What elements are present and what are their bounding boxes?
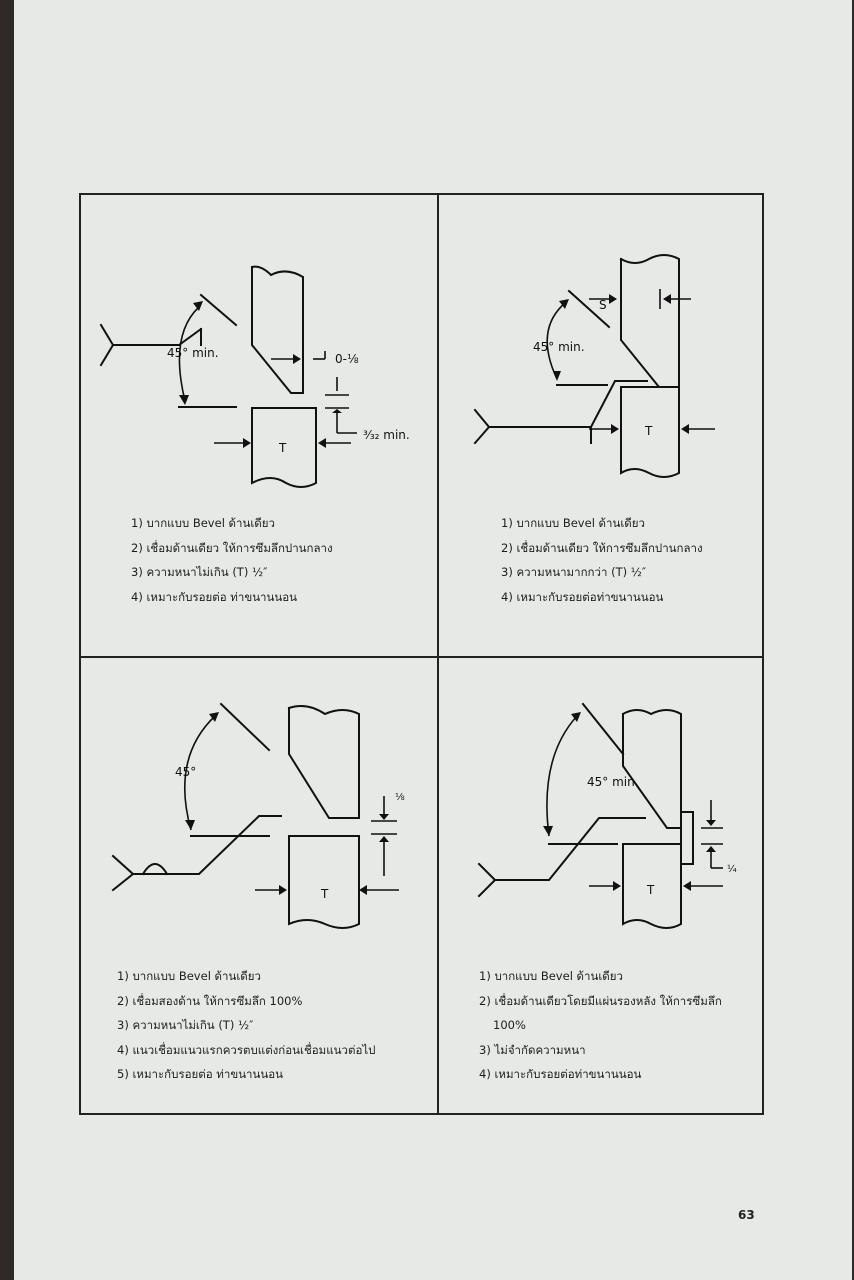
note-item: 4) เหมาะกับรอยต่อท่าขนานนอน bbox=[479, 1067, 642, 1081]
note-item: 100% bbox=[493, 1018, 526, 1032]
thickness-label: T bbox=[279, 441, 287, 455]
panel-3 bbox=[81, 658, 437, 1115]
note-item: 1) บากแบบ Bevel ด้านเดียว bbox=[479, 969, 623, 983]
book-page bbox=[14, 0, 852, 1280]
panel-3-notes bbox=[117, 964, 375, 1087]
note-item: 2) เชื่อมด้านเดียว ให้การซึมลึกปานกลาง bbox=[501, 540, 703, 555]
weld-symbol-arrow bbox=[113, 816, 281, 890]
thickness-label: T bbox=[647, 883, 655, 897]
panel-2-notes bbox=[501, 511, 703, 609]
note-item: 3) ความหนาไม่เกิน (T) ½″ bbox=[117, 1018, 254, 1032]
panel-4 bbox=[439, 658, 764, 1115]
note-item: 4) แนวเชื่อมแนวแรกควรตบแต่งก่อนเชื่อมแนวต่อไป bbox=[117, 1042, 376, 1057]
note-item: 1) บากแบบ Bevel ด้านเดียว bbox=[117, 969, 261, 983]
gap-label: 0-⅛ bbox=[335, 352, 359, 366]
panel-1 bbox=[81, 195, 437, 656]
weld-symbol-arrow bbox=[479, 818, 645, 896]
back-weld-symbol bbox=[143, 864, 167, 874]
panel-4-notes bbox=[479, 964, 722, 1087]
spacing-label: S bbox=[599, 298, 607, 312]
note-item: 2) เชื่อมสองด้าน ให้การซึมลึก 100% bbox=[117, 993, 303, 1008]
note-item: 3) ความหนาไม่เกิน (T) ½″ bbox=[131, 565, 268, 579]
note-item: 3) ไม่จำกัดความหนา bbox=[479, 1042, 586, 1057]
panel-1-notes bbox=[131, 511, 333, 609]
panel-2 bbox=[439, 195, 764, 656]
angle-label: 45° min. bbox=[587, 775, 639, 789]
backing-strip bbox=[681, 812, 693, 864]
angle-label: 45° bbox=[175, 765, 197, 779]
thickness-label: T bbox=[321, 887, 329, 901]
note-item: 4) เหมาะกับรอยต่อท่าขนานนอน bbox=[501, 589, 664, 604]
note-item: 1) บากแบบ Bevel ด้านเดียว bbox=[131, 516, 275, 530]
figure-grid bbox=[79, 193, 764, 1115]
gap-label: ¼ bbox=[727, 864, 737, 875]
gap-label: ⅛ bbox=[395, 792, 405, 803]
angle-label: 45° min. bbox=[533, 340, 585, 354]
note-item: 2) เชื่อมด้านเดียวโดยมีแผ่นรองหลัง ให้การซึมลึก bbox=[479, 993, 722, 1008]
upper-plate bbox=[621, 255, 679, 387]
note-item: 3) ความหนามากกว่า (T) ½″ bbox=[501, 565, 647, 579]
thickness-label: T bbox=[645, 424, 653, 438]
page-number: 63 bbox=[738, 1208, 755, 1222]
root-label: ³⁄₃₂ min. bbox=[363, 428, 410, 442]
angle-label: 45° min. bbox=[167, 346, 219, 360]
note-item: 2) เชื่อมด้านเดียว ให้การซึมลึกปานกลาง bbox=[131, 540, 333, 555]
note-item: 4) เหมาะกับรอยต่อ ท่าขนานนอน bbox=[131, 589, 298, 604]
upper-plate bbox=[289, 706, 359, 818]
note-item: 5) เหมาะกับรอยต่อ ท่าขนานนอน bbox=[117, 1067, 284, 1081]
upper-plate bbox=[623, 710, 681, 828]
lower-plate bbox=[289, 836, 359, 928]
note-item: 1) บากแบบ Bevel ด้านเดียว bbox=[501, 516, 645, 530]
upper-plate bbox=[252, 267, 303, 393]
